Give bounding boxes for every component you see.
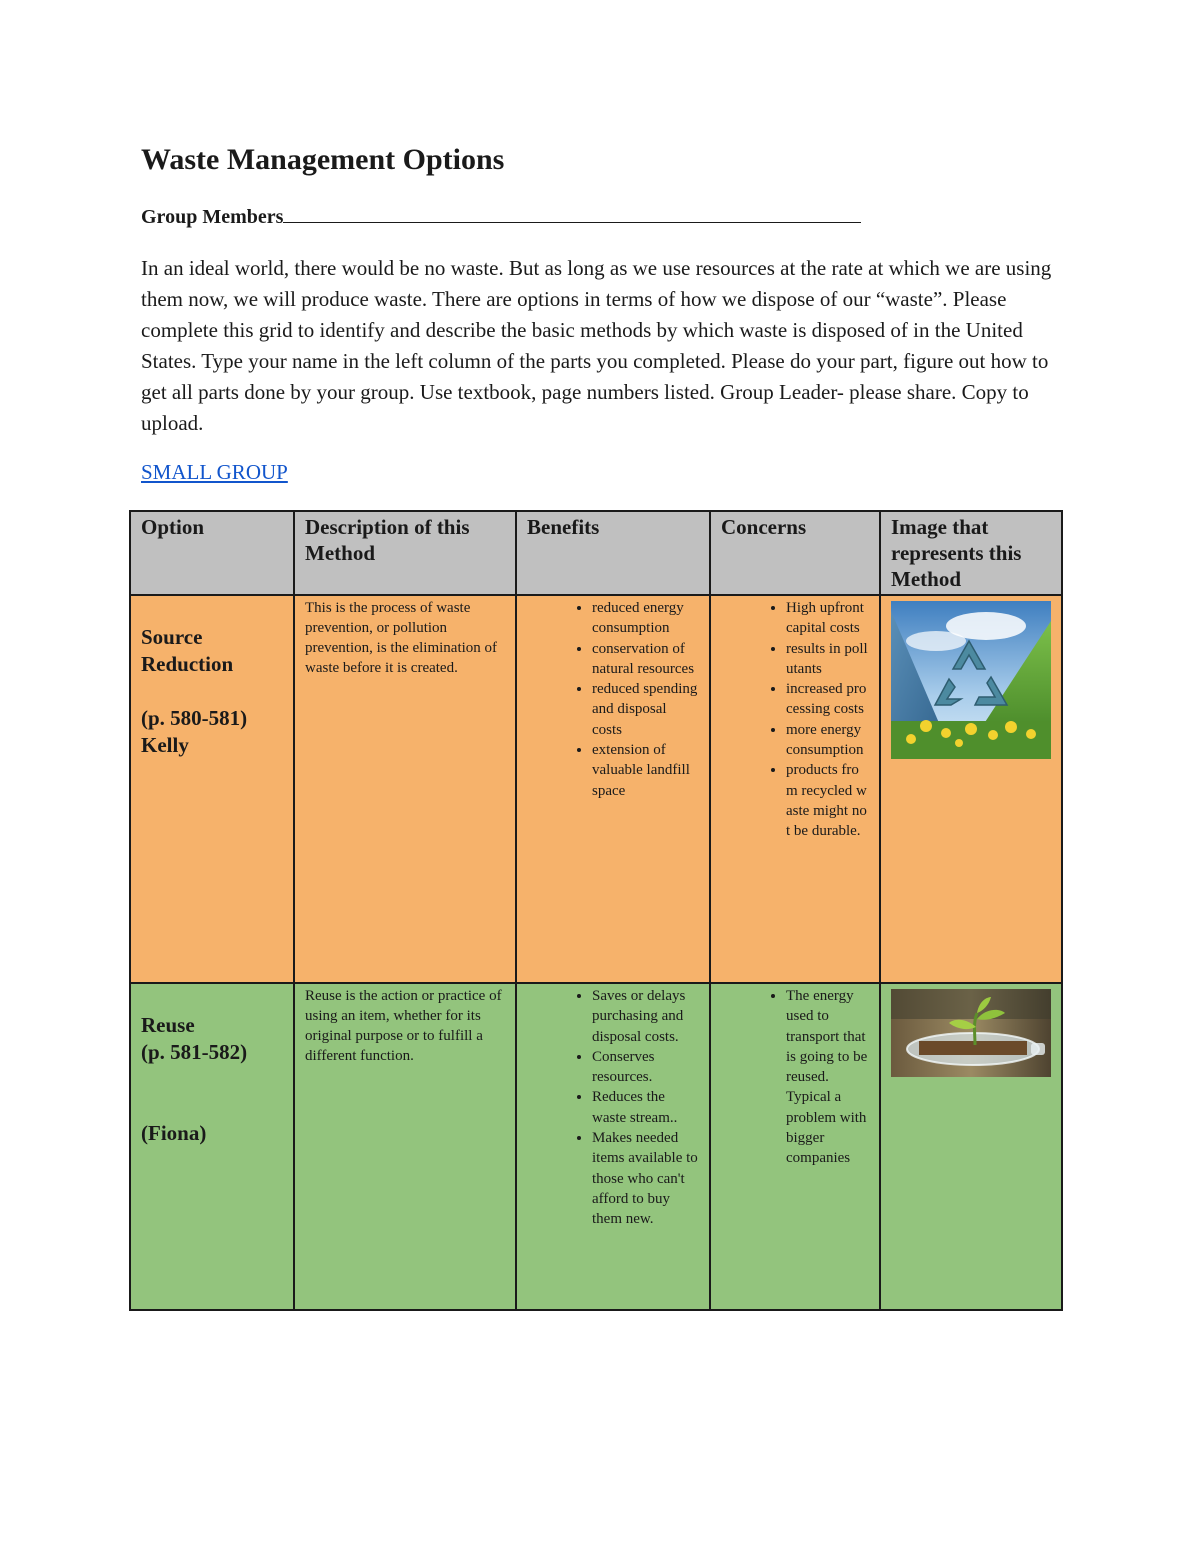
- list-item: • reduced energy consumption: [592, 598, 699, 639]
- group-members-field: [141, 204, 861, 229]
- list-item: • Makes needed items available to those who can't afford to buy them new.: [592, 1128, 699, 1229]
- list-item: • more energy consumption: [786, 720, 869, 761]
- image-cell: [880, 983, 1062, 1310]
- list-item: • The energy used to transport that is going to be reused. Typical a problem with bigger companies: [786, 986, 869, 1169]
- list-item: • Saves or delays purchasing and disposal costs.: [592, 986, 699, 1047]
- list-item: • conservation of natural resources: [592, 639, 699, 680]
- waste-options-table: [129, 510, 1063, 1311]
- option-cell: [130, 595, 294, 983]
- benefits-list: [527, 598, 699, 801]
- table-header-row: [130, 511, 1062, 595]
- option-name: Reuse: [141, 1013, 195, 1037]
- description-cell: Reuse is the action or practice of using an item, whether for its original purpose or to fulfill a different function.: [294, 983, 516, 1310]
- recycle-symbol-icon: [891, 601, 1051, 759]
- option-name: Source Reduction: [141, 625, 234, 676]
- concerns-cell: [710, 983, 880, 1310]
- table-row: [130, 595, 1062, 983]
- benefits-list: [527, 986, 699, 1230]
- option-cell: [130, 983, 294, 1310]
- list-item: • reduced spending and disposal costs: [592, 679, 699, 740]
- list-item: • increased processing costs: [786, 679, 869, 720]
- benefits-cell: [516, 983, 710, 1310]
- header-concerns: Concerns: [710, 511, 880, 595]
- header-description: Description of this Method: [294, 511, 516, 595]
- concerns-list: [721, 598, 869, 842]
- table-row: [130, 983, 1062, 1310]
- concerns-list: [721, 986, 869, 1169]
- list-item: • products from recycled waste might not be durable.: [786, 760, 869, 841]
- option-pages: (p. 581-582): [141, 1040, 248, 1064]
- image-cell: [880, 595, 1062, 983]
- benefits-cell: [516, 595, 710, 983]
- list-item: • Reduces the waste stream..: [592, 1087, 699, 1128]
- list-item: • High upfront capital costs: [786, 598, 869, 639]
- description-cell: This is the process of waste prevention, or pollution prevention, is the elimination of waste before it is created.: [294, 595, 516, 983]
- plant-in-bottle-icon: [891, 989, 1051, 1077]
- list-item: • results in pollutants: [786, 639, 869, 680]
- list-item: • Conserves resources.: [592, 1047, 699, 1088]
- group-members-blank-line[interactable]: [283, 204, 861, 223]
- page-title: Waste Management Options: [141, 143, 505, 176]
- option-pages: (p. 580-581): [141, 706, 248, 730]
- group-members-label: Group Members: [141, 206, 284, 228]
- header-benefits: Benefits: [516, 511, 710, 595]
- list-item: • extension of valuable landfill space: [592, 740, 699, 801]
- small-group-link[interactable]: SMALL GROUP: [141, 460, 288, 484]
- option-author: Kelly: [141, 733, 189, 757]
- option-author: (Fiona): [141, 1121, 207, 1145]
- intro-paragraph: In an ideal world, there would be no waste. But as long as we use resources at the rate at which we are using them now, we will produce waste. There are options in terms of how we dispose of our “waste”. Please complete this grid to identify and describe the basic methods by which waste is disposed of in the United States. Type your name in the left column of the parts you completed. Please do your part, figure out how to get all parts done by your group. Use textbook, page numbers listed. Group Leader- please share. Copy to upload.: [141, 256, 1052, 435]
- concerns-cell: [710, 595, 880, 983]
- header-option: Option: [130, 511, 294, 595]
- header-image: Image that represents this Method: [880, 511, 1062, 595]
